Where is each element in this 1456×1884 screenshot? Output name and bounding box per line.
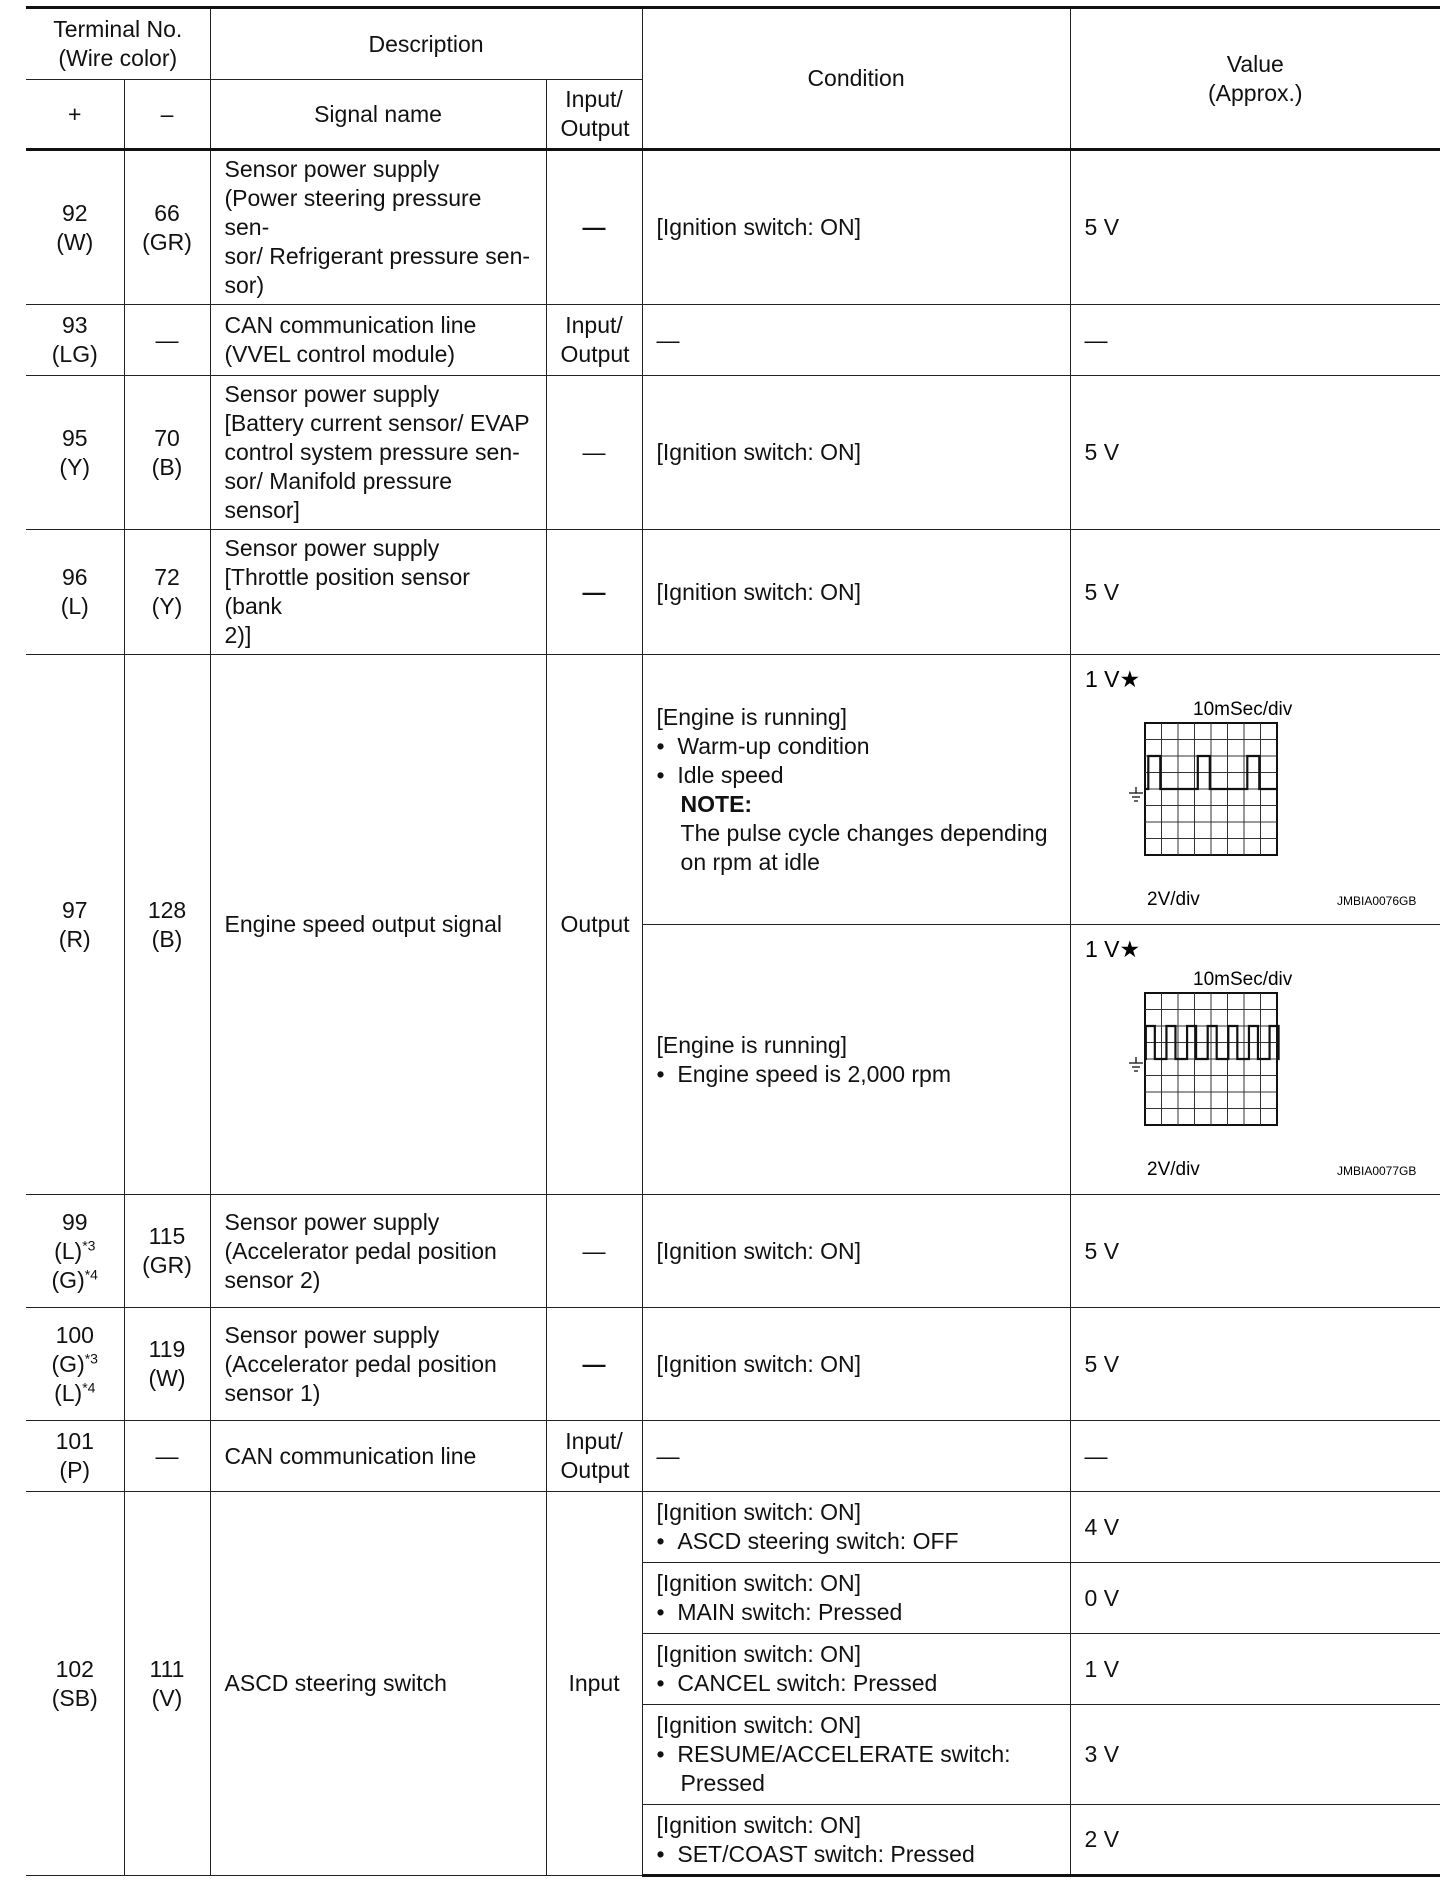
time-div-label: 10mSec/div (1192, 969, 1292, 990)
terminal-minus: 115 (GR) (124, 1195, 210, 1308)
ground-icon (1129, 787, 1143, 801)
table-row (26, 655, 1440, 925)
header-plus: + (26, 80, 124, 150)
header-condition: Condition (642, 8, 1070, 150)
io-value: — (546, 150, 642, 305)
io-value: — (546, 376, 642, 530)
terminal-minus: 119 (W) (124, 1308, 210, 1421)
volt-div-label: 2V/div (1146, 889, 1200, 910)
io-value: — (546, 1308, 642, 1421)
table-row (26, 1308, 1440, 1421)
table-row (26, 376, 1440, 530)
value: 5 V (1070, 530, 1440, 655)
terminal-plus: 97 (R) (26, 655, 124, 1195)
terminal-minus: — (124, 305, 210, 376)
condition: [Ignition switch: ON] (642, 530, 1070, 655)
terminal-minus: 111 (V) (124, 1492, 210, 1876)
signal-name: CAN communication line (VVEL control module) (210, 305, 546, 376)
io-value: Input/ Output (546, 1421, 642, 1492)
condition: [Ignition switch: ON] (642, 1195, 1070, 1308)
terminal-plus: 93 (LG) (26, 305, 124, 376)
value: — (1070, 1421, 1440, 1492)
condition: [Ignition switch: ON] (642, 376, 1070, 530)
signal-name: Engine speed output signal (210, 655, 546, 1195)
header-value: Value (Approx.) (1070, 8, 1440, 150)
table-row (26, 150, 1440, 305)
table-row (26, 305, 1440, 376)
ground-icon (1129, 1057, 1143, 1071)
condition: [Engine is running] • Engine speed is 2,000 rpm (642, 925, 1070, 1195)
table-row (26, 530, 1440, 655)
value-label: 1 V★ (1084, 666, 1140, 692)
volt-div-label: 2V/div (1146, 1159, 1200, 1180)
terminal-plus: 102 (SB) (26, 1492, 124, 1876)
value: 4 V (1070, 1492, 1440, 1563)
terminal-minus: 70 (B) (124, 376, 210, 530)
value: 5 V (1070, 1195, 1440, 1308)
header-description: Description (210, 8, 642, 80)
terminal-minus: — (124, 1421, 210, 1492)
figure-id: JMBIA0076GB (1336, 894, 1416, 908)
condition: [Ignition switch: ON] • ASCD steering switch: OFF (642, 1492, 1070, 1563)
terminal-plus: 101 (P) (26, 1421, 124, 1492)
time-div-label: 10mSec/div (1192, 699, 1292, 720)
value-waveform-idle (1070, 655, 1440, 925)
header-input-output: Input/ Output (546, 80, 642, 150)
condition: [Ignition switch: ON] (642, 150, 1070, 305)
header-signal-name: Signal name (210, 80, 546, 150)
value: 5 V (1070, 1308, 1440, 1421)
figure-id: JMBIA0077GB (1336, 1164, 1416, 1178)
condition: [Ignition switch: ON] • SET/COAST switch: Pressed (642, 1805, 1070, 1876)
waveform-idle-figure (1085, 665, 1427, 915)
terminal-plus: 95 (Y) (26, 376, 124, 530)
value: 0 V (1070, 1563, 1440, 1634)
value: 5 V (1070, 150, 1440, 305)
signal-name: Sensor power supply (Accelerator pedal position sensor 2) (210, 1195, 546, 1308)
waveform-2000rpm-figure (1085, 935, 1427, 1185)
terminal-plus: 96 (L) (26, 530, 124, 655)
value: 1 V (1070, 1634, 1440, 1705)
value: 2 V (1070, 1805, 1440, 1876)
terminal-table-sheet (26, 6, 1440, 1877)
value-waveform-2000rpm (1070, 925, 1440, 1195)
value: 3 V (1070, 1705, 1440, 1805)
io-value: Input (546, 1492, 642, 1876)
io-value: Output (546, 655, 642, 1195)
condition: — (642, 305, 1070, 376)
ecm-terminal-table (26, 6, 1440, 1877)
signal-name: ASCD steering switch (210, 1492, 546, 1876)
value: 5 V (1070, 376, 1440, 530)
condition: [Engine is running] • Warm-up condition • Idle speed NOTE: The pulse cycle changes depending on rpm at idle (642, 655, 1070, 925)
signal-name: CAN communication line (210, 1421, 546, 1492)
io-value: — (546, 1195, 642, 1308)
value-label: 1 V★ (1084, 936, 1140, 962)
condition: [Ignition switch: ON] • MAIN switch: Pressed (642, 1563, 1070, 1634)
table-row (26, 1195, 1440, 1308)
condition: [Ignition switch: ON] (642, 1308, 1070, 1421)
header-terminal: Terminal No. (Wire color) (26, 8, 210, 80)
condition: [Ignition switch: ON] • CANCEL switch: Pressed (642, 1634, 1070, 1705)
signal-name: Sensor power supply (Power steering pressure sen- sor/ Refrigerant pressure sen- sor) (210, 150, 546, 305)
signal-name: Sensor power supply (Accelerator pedal position sensor 1) (210, 1308, 546, 1421)
value: — (1070, 305, 1440, 376)
terminal-plus: 100 $(G)^{*3}$ $(L)^{*4}$ (26, 1308, 124, 1421)
signal-name: Sensor power supply [Battery current sensor/ EVAP control system pressure sen- sor/ Manifold pressure sensor] (210, 376, 546, 530)
io-value: Input/ Output (546, 305, 642, 376)
condition: [Ignition switch: ON] • RESUME/ACCELERATE switch: Pressed (642, 1705, 1070, 1805)
terminal-minus: 128 (B) (124, 655, 210, 1195)
table-row (26, 1421, 1440, 1492)
io-value: — (546, 530, 642, 655)
header-minus: – (124, 80, 210, 150)
table-row (26, 1492, 1440, 1563)
terminal-minus: 66 (GR) (124, 150, 210, 305)
terminal-minus: 72 (Y) (124, 530, 210, 655)
condition: — (642, 1421, 1070, 1492)
terminal-plus: 92 (W) (26, 150, 124, 305)
terminal-plus: 99 $(L)^{*3}$ $(G)^{*4}$ (26, 1195, 124, 1308)
signal-name: Sensor power supply [Throttle position sensor (bank 2)] (210, 530, 546, 655)
